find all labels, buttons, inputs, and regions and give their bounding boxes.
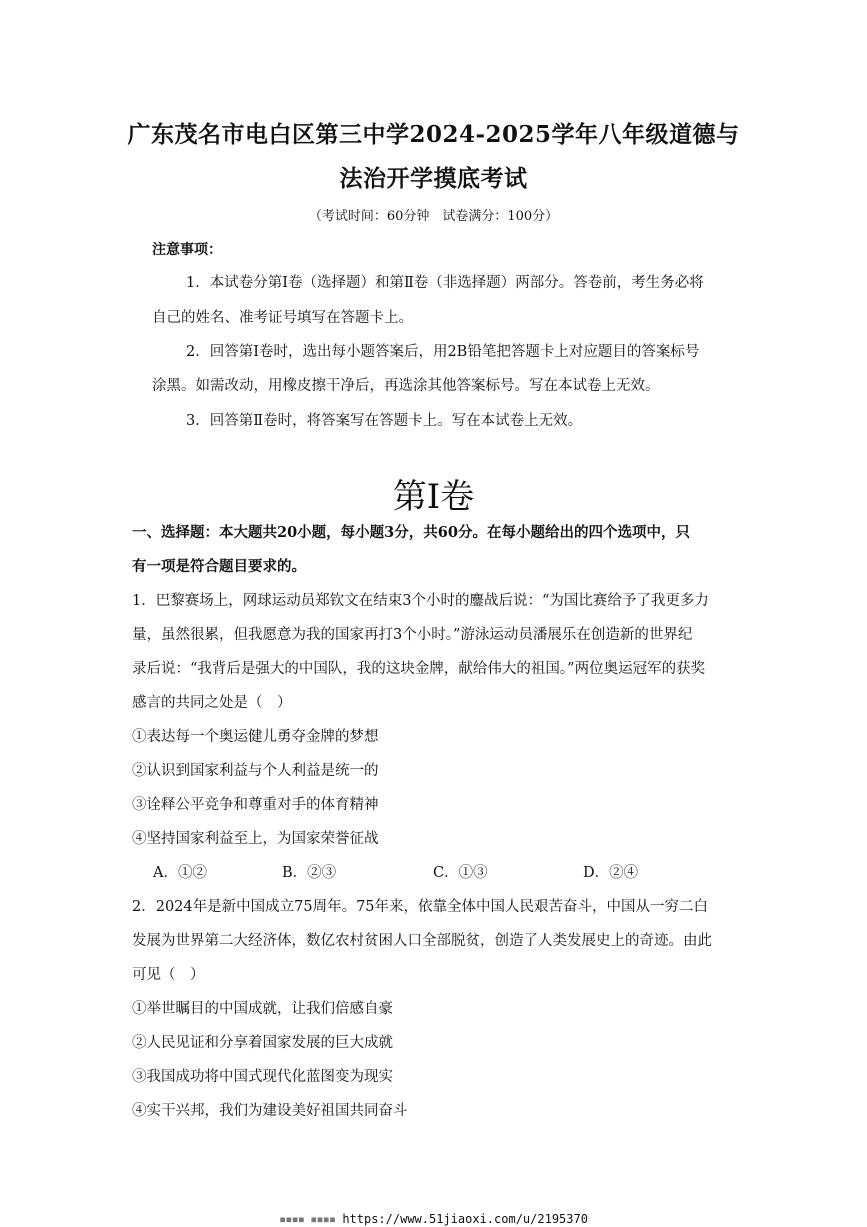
exam-title-line2: 法治开学摸底考试: [339, 165, 528, 192]
notice-item-1-cont: 自己的姓名、准考证号填写在答题卡上。: [152, 310, 413, 326]
question-1-item: ①表达每一个奥运健儿勇夺金牌的梦想: [132, 729, 379, 745]
question-1-option-a: A．①②: [153, 865, 207, 881]
question-2-stem-2: 发展为世界第二大经济体，数亿农村贫困人口全部脱贫，创造了人类发展史上的奇迹。由此: [132, 933, 712, 949]
exam-title-line1: 广东茂名市电白区第三中学2024-2025学年八年级道德与: [127, 121, 740, 148]
question-1-stem-4: 感言的共同之处是（ ）: [132, 695, 292, 711]
question-2-stem-3: 可见（ ）: [132, 967, 205, 983]
notice-item-2: 2．回答第Ⅰ卷时，选出每小题答案后，用2B铅笔把答题卡上对应题目的答案标号: [186, 344, 700, 360]
footer-url[interactable]: https://www.51jiaoxi.com/u/2195370: [342, 1212, 588, 1226]
section-instruction-cont: 有一项是符合题目要求的。: [132, 558, 306, 575]
section-instruction: 一、选择题：本大题共20小题，每小题3分，共60分。在每小题给出的四个选项中，只: [132, 524, 690, 541]
footer-watermark: [0, 1212, 867, 1226]
exam-info: （考试时间：60分钟 试卷满分：100分）: [308, 209, 559, 224]
question-2-item: ③我国成功将中国式现代化蓝图变为现实: [132, 1069, 393, 1085]
notice-item-2-cont: 涂黑。如需改动，用橡皮擦干净后，再选涂其他答案标号。写在本试卷上无效。: [152, 378, 660, 394]
section-title: 第Ⅰ卷: [392, 477, 475, 517]
notice-heading: 注意事项：: [152, 242, 222, 258]
question-1-stem-3: 录后说：“我背后是强大的中国队，我的这块金牌，献给伟大的祖国。”两位奥运冠军的获奖: [132, 661, 706, 677]
notice-item-1: 1．本试卷分第Ⅰ卷（选择题）和第Ⅱ卷（非选择题）两部分。答卷前，考生务必将: [186, 275, 704, 291]
question-2-stem: 2．2024年是新中国成立75周年。75年来，依靠全体中国人民艰苦奋斗，中国从一穷二白: [132, 899, 709, 915]
question-2-item: ①举世瞩目的中国成就，让我们倍感自豪: [132, 1001, 393, 1017]
question-1-stem-2: 量，虽然很累，但我愿意为我的国家再打3个小时。”游泳运动员潘展乐在创造新的世界纪: [132, 627, 693, 643]
notice-item-3: 3．回答第Ⅱ卷时，将答案写在答题卡上。写在本试卷上无效。: [186, 413, 583, 429]
question-1-option-c: C．①③: [433, 865, 488, 881]
question-1-option-d: D．②④: [583, 865, 639, 881]
question-2-item: ②人民见证和分享着国家发展的巨大成就: [132, 1035, 393, 1051]
question-2-item: ④实干兴邦，我们为建设美好祖国共同奋斗: [132, 1103, 408, 1119]
question-1-option-b: B．②③: [282, 865, 337, 881]
question-1-item: ③诠释公平竞争和尊重对手的体育精神: [132, 797, 379, 813]
question-1-item: ④坚持国家利益至上，为国家荣誉征战: [132, 831, 379, 847]
question-1-item: ②认识到国家利益与个人利益是统一的: [132, 763, 379, 779]
question-1-stem: 1．巴黎赛场上，网球运动员郑钦文在结束3个小时的鏖战后说：“为国比赛给予了我更多力: [132, 593, 709, 609]
footer-marks: ▪▪▪▪ ▪▪▪▪: [279, 1212, 336, 1226]
